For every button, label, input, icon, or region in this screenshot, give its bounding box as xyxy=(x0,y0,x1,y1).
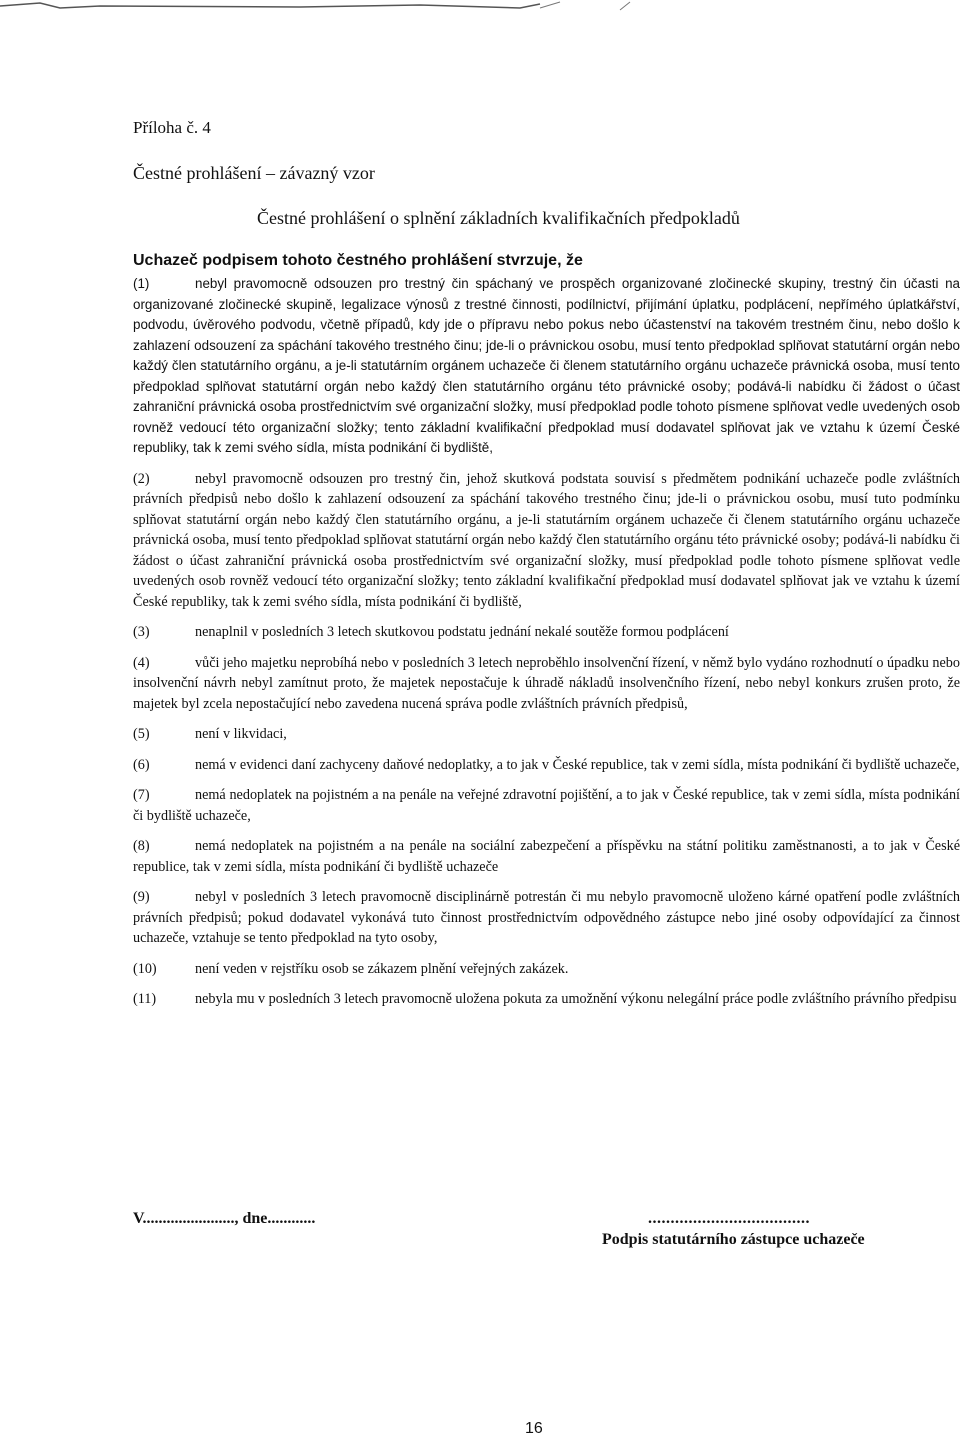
item-text: není veden v rejstříku osob se zákazem plnění veřejných zakázek. xyxy=(195,960,569,977)
scan-artifact-header xyxy=(0,0,960,14)
list-item xyxy=(133,653,960,715)
intro-statement: Uchazeč podpisem tohoto čestného prohlášení stvrzuje, že xyxy=(133,252,583,269)
item-number: (9) xyxy=(133,889,150,905)
item-text: nebyl pravomocně odsouzen pro trestný čin, jehož skutková podstata souvisí s předmětem podnikání uchazeče podle zvláštních právních předpisů nebo došlo k zahlazení odsouzení za spáchání takového trestného činu; jde-li o právnickou osobu, musí tuto podmínku splňovat statutární orgán nebo každý člen statutárního orgánu, a je-li statutárním orgánem uchazeče či členem statutárního orgánu uchazeče právnická osoba, musí tento předpoklad splňovat statutární orgán nebo každý člen statutárního orgánu této právnické osoby; podává-li nabídku či žádost o účast zahraniční právnická osoba prostřednictvím své organizační složky, musí předpoklad podle tohoto písmene splňovat vedle uvedených osob rovněž vedoucí této organizační složky; tento základní kvalifikační předpoklad musí dodavatel splňovat jak ve vztahu k území České republiky, tak k zemi svého sídla, místa podnikání či bydliště, xyxy=(133,470,960,610)
item-number: (4) xyxy=(133,654,150,671)
item-number: (10) xyxy=(133,960,157,977)
item-text: nebyl pravomocně odsouzen pro trestný čin spáchaný ve prospěch organizované zločinecké skupiny, trestný čin účasti na organizované zločinecké skupině, legalizace výnosů z trestné činnosti, podílnictví, přijímání úplatku, podplácení, nepřímého úplatkářství, podvodu, úvěrového podvodu, včetně případů, kdy jde o přípravu nebo pokus nebo účastenství na takovém trestném činu, nebo došlo k zahlazení odsouzení za spáchání takového trestného činu; jde-li o právnickou osobu, musí tento předpoklad splňovat statutární orgán nebo každý člen statutárního orgánu, a je-li statutárním orgánem uchazeče či členem statutárního orgánu uchazeče právnická osoba, musí tento předpoklad splňovat statutární orgán nebo každý člen statutárního orgánu této právnické osoby; podává-li nabídku či žádost o účast zahraniční právnická osoba prostřednictvím své organizační složky, musí předpoklad podle tohoto písmene splňovat vedle uvedených osob rovněž vedoucí této organizační složky; tento základní kvalifikační předpoklad musí dodavatel splňovat jak ve vztahu k území České republiky, tak k zemi svého sídla, místa podnikání či bydliště, xyxy=(133,276,960,455)
item-text: nemá nedoplatek na pojistném a na penále na sociální zabezpečení a příspěvku na státní politiku zaměstnanosti, a to jak v České republice, tak v zemi sídla, místa podnikání či bydliště uchazeče xyxy=(133,838,960,875)
item-text: nebyl v posledních 3 letech pravomocně disciplinárně potrestán či mu nebylo pravomocně uloženo kárné opatření podle zvláštních právních předpisů; pokud dodavatel vykonává tuto činnost prostřednictvím odpovědného zástupce nebo jiné osoby odpovídající za činnost uchazeče, vztahuje se tento předpoklad na tyto osoby, xyxy=(133,889,960,946)
item-number: (5) xyxy=(133,726,150,742)
item-number: (1) xyxy=(133,276,150,291)
list-item xyxy=(133,274,960,459)
signature-line: .................................... xyxy=(648,1210,810,1227)
item-number: (2) xyxy=(133,470,150,487)
annex-label: Příloha č. 4 xyxy=(133,118,211,137)
signature-label: Podpis statutárního zástupce uchazeče xyxy=(602,1231,865,1248)
item-number: (7) xyxy=(133,787,150,803)
place-date-field: V......................., dne............ xyxy=(133,1210,316,1227)
document-subtitle: Čestné prohlášení – závazný vzor xyxy=(133,163,375,183)
item-text: vůči jeho majetku neprobíhá nebo v posledních 3 letech neproběhlo insolvenční řízení, v němž bylo vydáno rozhodnutí o úpadku nebo insolvenční návrh nebyl zamítnut proto, že majetek nepostačuje k úhradě nákladů insolvenčního řízení, nebo nebyl konkurs zrušen proto, že majetek byl zcela nepostačující nebo zavedena nucená správa podle zvláštních právních předpisů, xyxy=(133,654,960,712)
list-item xyxy=(133,724,960,745)
item-number: (6) xyxy=(133,756,150,773)
item-text: nemá nedoplatek na pojistném a na penále na veřejné zdravotní pojištění, a to jak v České republice, tak v zemi sídla, místa podnikání či bydliště uchazeče, xyxy=(133,787,960,824)
list-item xyxy=(133,836,960,877)
item-number: (3) xyxy=(133,624,150,640)
declaration-list xyxy=(133,274,960,1020)
item-text: nenaplnil v posledních 3 letech skutkovou podstatu jednání nekalé soutěže formou podplácení xyxy=(195,624,729,640)
item-text: nebyla mu v posledních 3 letech pravomocně uložena pokuta za umožnění výkonu nelegální práce podle zvláštního právního předpisu xyxy=(195,991,957,1007)
list-item xyxy=(133,785,960,826)
list-item xyxy=(133,469,960,613)
list-item xyxy=(133,989,960,1010)
item-number: (11) xyxy=(133,991,157,1007)
item-text: není v likvidaci, xyxy=(195,726,287,742)
list-item xyxy=(133,959,960,980)
list-item xyxy=(133,755,960,776)
item-number: (8) xyxy=(133,838,150,854)
list-item xyxy=(133,622,960,643)
page-number: 16 xyxy=(525,1420,543,1437)
item-text: nemá v evidenci daní zachyceny daňové nedoplatky, a to jak v České republice, tak v zemi sídla, místa podnikání či bydliště uchazeče, xyxy=(195,756,960,773)
list-item xyxy=(133,887,960,949)
document-title: Čestné prohlášení o splnění základních kvalifikačních předpokladů xyxy=(257,208,740,228)
